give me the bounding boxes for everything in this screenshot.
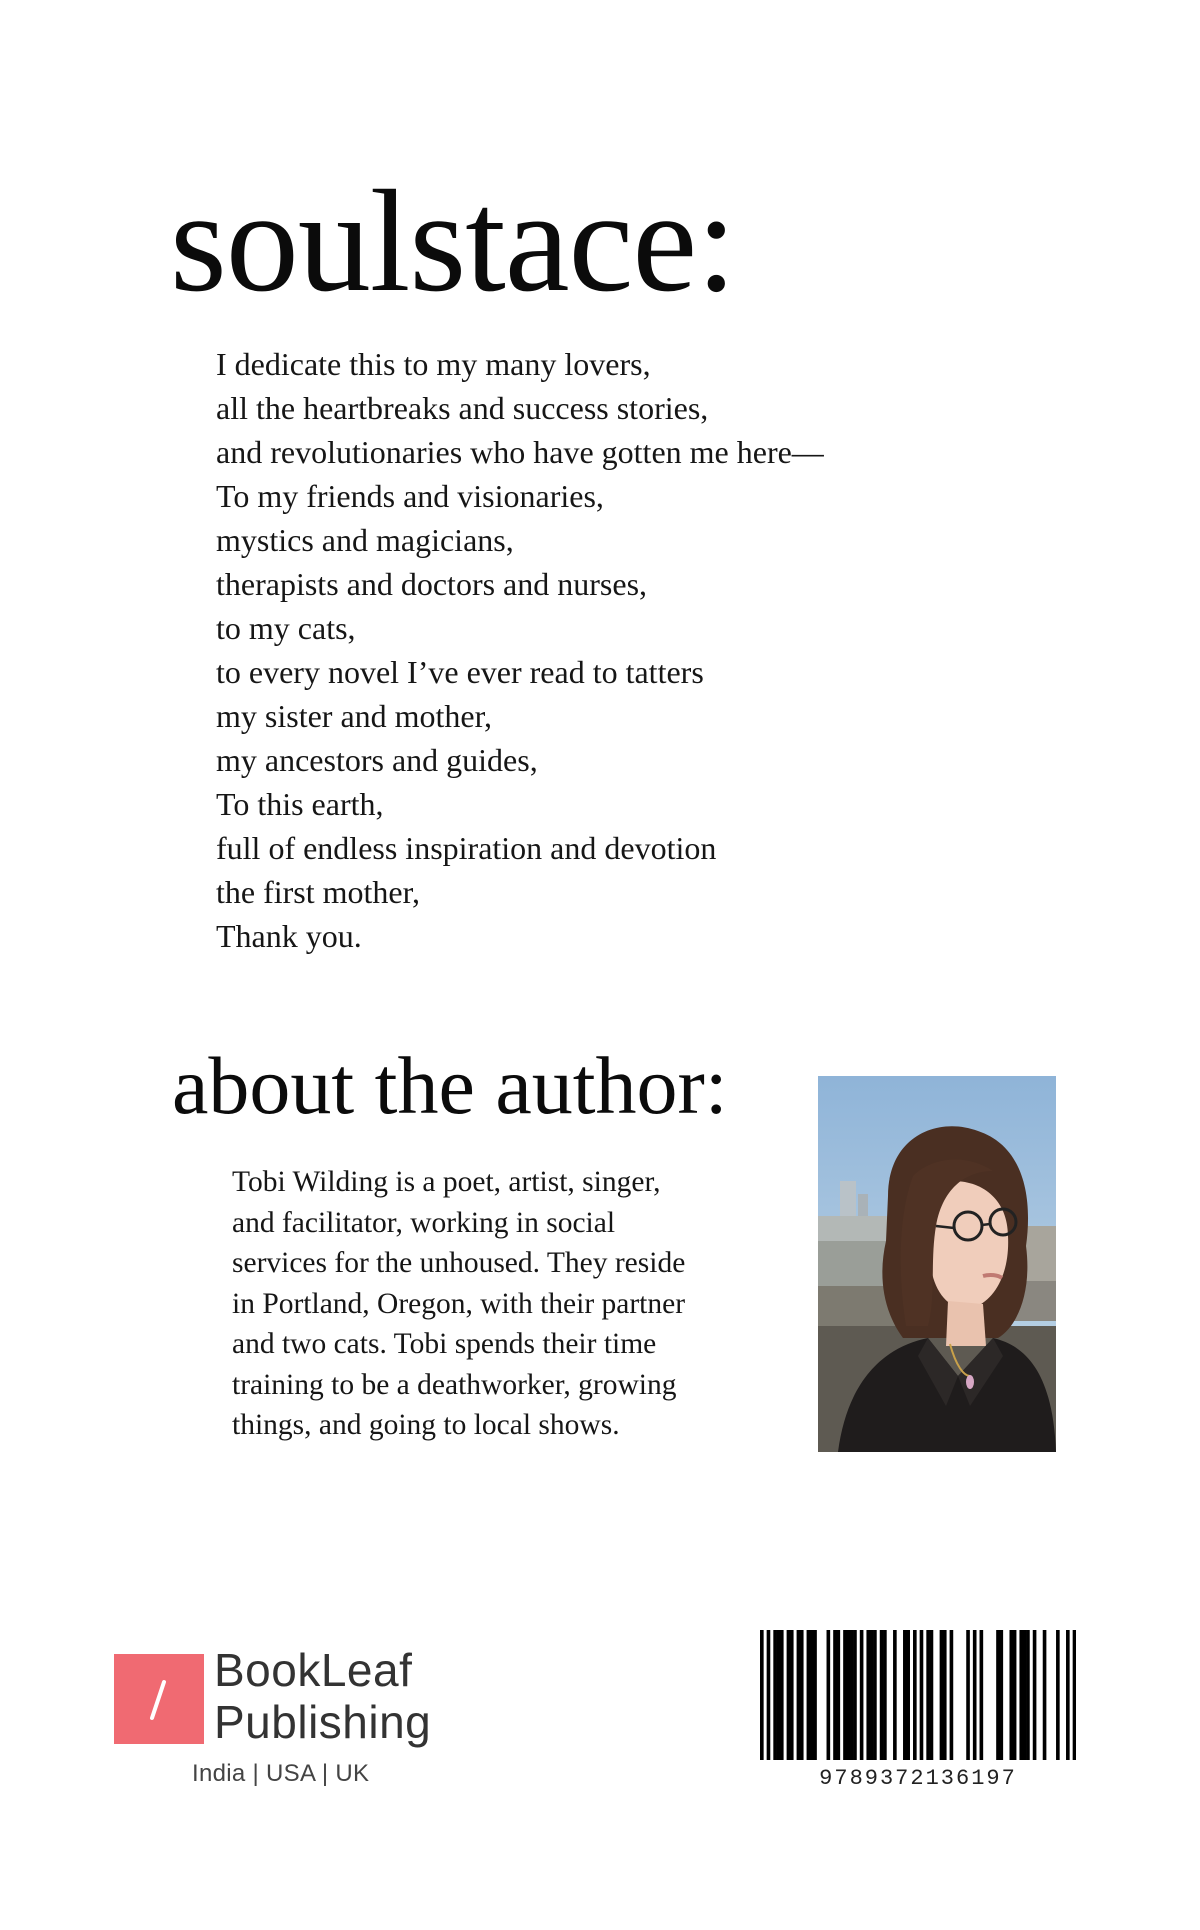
bio-line: training to be a deathworker, growing bbox=[232, 1368, 677, 1401]
author-photo bbox=[818, 1076, 1056, 1452]
dedication-line: To this earth, bbox=[216, 786, 384, 822]
barcode-bars bbox=[760, 1630, 1076, 1760]
isbn-number: 9789372136197 bbox=[819, 1766, 1017, 1791]
dedication-line: and revolutionaries who have gotten me here— bbox=[216, 434, 824, 470]
isbn-barcode bbox=[760, 1630, 1076, 1790]
dedication-line: Thank you. bbox=[216, 918, 362, 954]
bio-line: things, and going to local shows. bbox=[232, 1409, 620, 1441]
dedication-line: all the heartbreaks and success stories, bbox=[216, 390, 709, 426]
dedication-line: full of endless inspiration and devotion bbox=[216, 830, 717, 866]
book-title: soulstace: bbox=[170, 160, 736, 322]
dedication-line: my ancestors and guides, bbox=[216, 742, 538, 778]
dedication-line: to my cats, bbox=[216, 610, 356, 646]
publisher-name bbox=[214, 1644, 431, 1748]
publisher-name-line1: BookLeaf bbox=[214, 1644, 413, 1696]
bio-line: and two cats. Tobi spends their time bbox=[232, 1328, 657, 1360]
author-bio bbox=[232, 1162, 752, 1446]
dedication-line: to every novel I’ve ever read to tatters bbox=[216, 654, 704, 690]
bio-line: and facilitator, working in social bbox=[232, 1206, 616, 1239]
bio-line: in Portland, Oregon, with their partner bbox=[232, 1287, 686, 1320]
slash-icon bbox=[114, 1654, 204, 1744]
dedication-line: I dedicate this to my many lovers, bbox=[216, 346, 651, 382]
dedication-line: To my friends and visionaries, bbox=[216, 478, 604, 514]
publisher-regions: India | USA | UK bbox=[192, 1760, 370, 1787]
dedication-line: therapists and doctors and nurses, bbox=[216, 566, 648, 602]
dedication-line: the first mother, bbox=[216, 874, 420, 910]
dedication-line: mystics and magicians, bbox=[216, 522, 514, 558]
dedication-poem bbox=[216, 342, 824, 958]
publisher-name-line2: Publishing bbox=[214, 1696, 432, 1748]
publisher-logo bbox=[114, 1644, 454, 1802]
bio-line: services for the unhoused. They reside bbox=[232, 1247, 686, 1279]
about-heading: about the author: bbox=[172, 1040, 728, 1131]
dedication-line: my sister and mother, bbox=[216, 698, 492, 734]
bio-line: Tobi Wilding is a poet, artist, singer, bbox=[232, 1166, 661, 1198]
